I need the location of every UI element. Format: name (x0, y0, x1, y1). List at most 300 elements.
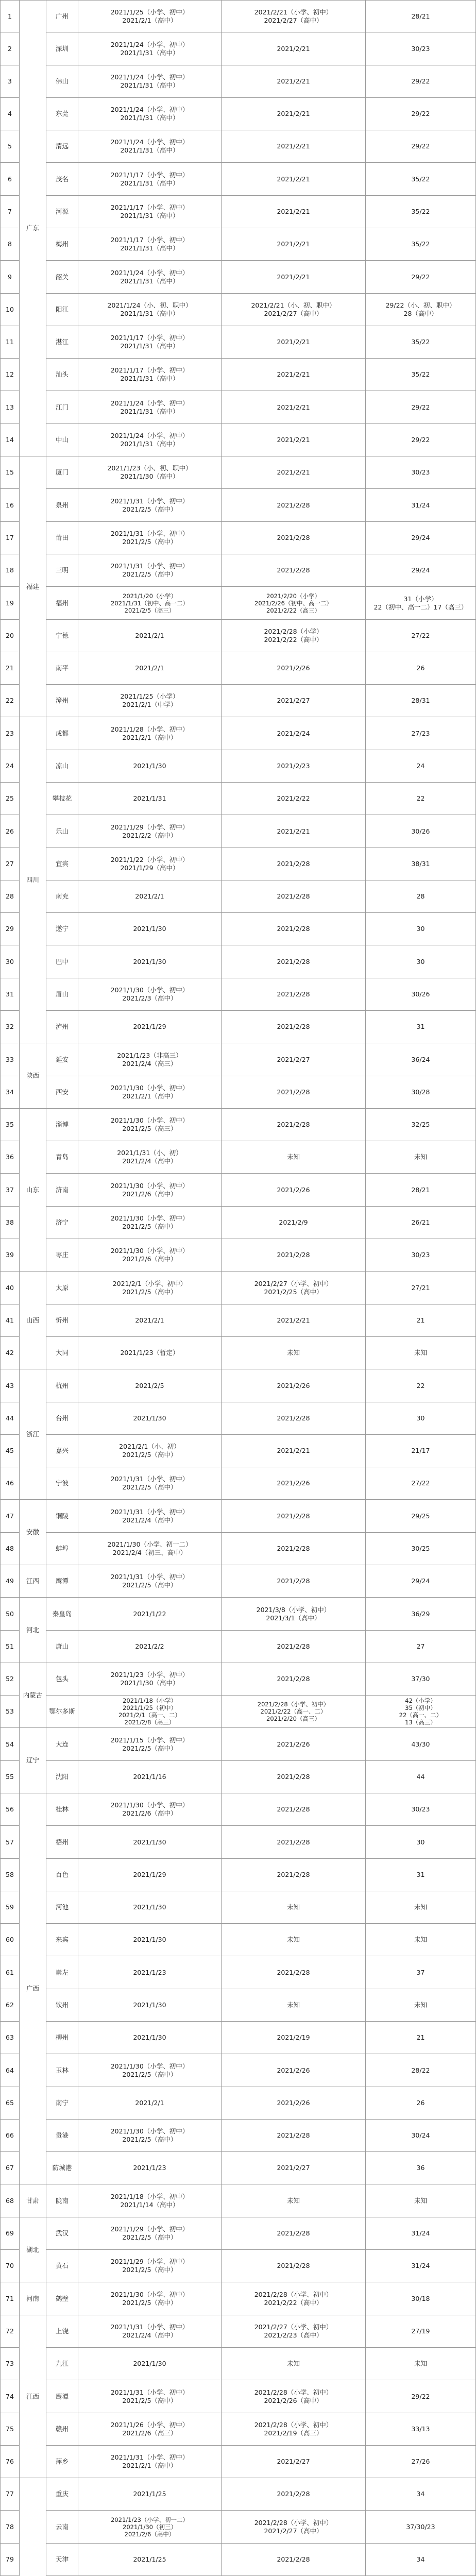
holiday-start-cell: 2021/2/1（小、初） 2021/2/5（高中） (78, 1435, 222, 1467)
holiday-start-cell: 2021/1/29 (78, 1859, 222, 1891)
city-cell: 东莞 (46, 98, 78, 130)
city-cell: 汕头 (46, 359, 78, 391)
city-cell: 淄博 (46, 1109, 78, 1141)
holiday-days-cell: 31 (366, 1011, 476, 1043)
province-cell: 福建 (20, 456, 46, 717)
holiday-start-cell: 2021/1/30（小学、初中） 2021/2/5（高中） (78, 2054, 222, 2087)
province-cell: 广西 (20, 1793, 46, 2184)
school-start-cell: 2021/2/21 (222, 196, 366, 228)
row-number: 32 (0, 1011, 20, 1043)
holiday-start-cell: 2021/1/26（小学、初中） 2021/2/6（高三） (78, 2413, 222, 2446)
row-number: 67 (0, 2152, 20, 2184)
row-number: 51 (0, 1631, 20, 1663)
holiday-start-cell: 2021/1/31（小学、初中） 2021/2/4（高中） (78, 1500, 222, 1533)
holiday-days-cell: 未知 (366, 1891, 476, 1924)
school-start-cell: 未知 (222, 1989, 366, 2022)
school-start-cell: 2021/2/28 (222, 978, 366, 1011)
holiday-days-cell: 33/13 (366, 2413, 476, 2446)
row-number: 43 (0, 1369, 20, 1402)
school-start-cell: 2021/2/26 (222, 652, 366, 685)
school-start-cell: 2021/2/28 (222, 522, 366, 554)
holiday-start-cell: 2021/1/23（暂定） (78, 1337, 222, 1369)
holiday-start-cell: 2021/1/23 (78, 1956, 222, 1989)
holiday-days-cell: 28/21 (366, 1174, 476, 1207)
row-number: 58 (0, 1859, 20, 1891)
city-cell: 厦门 (46, 456, 78, 489)
row-number: 36 (0, 1141, 20, 1174)
holiday-start-cell: 2021/1/25（小学、初中） 2021/2/1（高中） (78, 0, 222, 32)
holiday-start-cell: 2021/1/30 (78, 1924, 222, 1956)
holiday-start-cell: 2021/1/24（小学、初中） 2021/1/31（高中） (78, 98, 222, 130)
holiday-days-cell: 未知 (366, 2348, 476, 2380)
holiday-start-cell: 2021/1/31（小学、初中） 2021/2/1（高中） (78, 2446, 222, 2478)
row-number: 1 (0, 0, 20, 32)
city-cell: 蚌埠 (46, 1533, 78, 1565)
row-number: 53 (0, 1696, 20, 1728)
city-cell: 枣庄 (46, 1239, 78, 1272)
holiday-days-cell: 37/30 (366, 1663, 476, 1696)
holiday-days-cell: 27/22 (366, 1467, 476, 1500)
school-start-cell: 2021/2/22 (222, 783, 366, 815)
school-start-cell: 2021/2/28 (222, 848, 366, 880)
province-cell: 四川 (20, 717, 46, 1043)
holiday-days-cell: 31/24 (366, 2217, 476, 2250)
row-number: 33 (0, 1043, 20, 1076)
school-start-cell: 2021/2/24 (222, 717, 366, 750)
holiday-days-cell: 35/22 (366, 326, 476, 359)
holiday-days-cell: 未知 (366, 1337, 476, 1369)
row-number: 76 (0, 2446, 20, 2478)
holiday-start-cell: 2021/1/31（小学、初中） 2021/2/4（高中） (78, 2315, 222, 2348)
holiday-days-cell: 27/19 (366, 2315, 476, 2348)
city-cell: 中山 (46, 424, 78, 456)
holiday-days-cell: 28/31 (366, 685, 476, 717)
row-number: 54 (0, 1728, 20, 1761)
school-start-cell: 2021/2/28 (222, 1826, 366, 1859)
row-number: 49 (0, 1565, 20, 1598)
holiday-start-cell: 2021/1/30 (78, 1891, 222, 1924)
row-number: 3 (0, 65, 20, 98)
holiday-start-cell: 2021/1/31（小学、初中） 2021/2/5（高中） (78, 522, 222, 554)
city-cell: 忻州 (46, 1304, 78, 1337)
holiday-start-cell: 2021/1/24（小学、初中） 2021/1/31（高中） (78, 261, 222, 294)
row-number: 15 (0, 456, 20, 489)
city-cell: 济宁 (46, 1207, 78, 1239)
row-number: 28 (0, 880, 20, 913)
holiday-days-cell: 未知 (366, 1924, 476, 1956)
row-number: 75 (0, 2413, 20, 2446)
holiday-days-cell: 22 (366, 1369, 476, 1402)
school-start-cell: 2021/2/28 (222, 1793, 366, 1826)
holiday-start-cell: 2021/1/18（小学） 2021/1/25（初中） 2021/2/1（高一、二） 2021/2/8（高三） (78, 1696, 222, 1728)
city-cell: 台州 (46, 1402, 78, 1435)
holiday-days-cell: 28/22 (366, 2054, 476, 2087)
row-number: 62 (0, 1989, 20, 2022)
holiday-days-cell: 21/17 (366, 1435, 476, 1467)
row-number: 41 (0, 1304, 20, 1337)
city-cell: 深圳 (46, 32, 78, 65)
school-start-cell: 2021/2/21 (222, 163, 366, 196)
holiday-days-cell: 35/22 (366, 163, 476, 196)
school-start-cell: 2021/2/26 (222, 1369, 366, 1402)
school-start-cell: 2021/2/28 (222, 1533, 366, 1565)
row-number: 45 (0, 1435, 20, 1467)
school-start-cell: 2021/2/21 (222, 261, 366, 294)
row-number: 69 (0, 2217, 20, 2250)
holiday-days-cell: 43/30 (366, 1728, 476, 1761)
school-start-cell: 2021/2/23 (222, 750, 366, 783)
school-start-cell: 2021/2/28 (222, 1402, 366, 1435)
school-start-cell: 2021/2/28 (222, 1956, 366, 1989)
holiday-start-cell: 2021/1/30（小学、初中） 2021/2/1（高中） (78, 1076, 222, 1109)
province-cell: 安徽 (20, 1500, 46, 1565)
row-number: 59 (0, 1891, 20, 1924)
holiday-days-cell: 28 (366, 880, 476, 913)
province-cell: 山东 (20, 1109, 46, 1272)
row-number: 22 (0, 685, 20, 717)
city-cell: 清远 (46, 130, 78, 163)
row-number: 10 (0, 294, 20, 326)
holiday-days-cell: 32/25 (366, 1109, 476, 1141)
holiday-start-cell: 2021/1/30（小学、初中） 2021/2/6（高中） (78, 1793, 222, 1826)
holiday-start-cell: 2021/2/2 (78, 1631, 222, 1663)
city-cell: 眉山 (46, 978, 78, 1011)
city-cell: 钦州 (46, 1989, 78, 2022)
row-number: 66 (0, 2120, 20, 2152)
city-cell: 上饶 (46, 2315, 78, 2348)
holiday-start-cell: 2021/1/30（小学、初中） 2021/2/5（高中） (78, 2282, 222, 2315)
holiday-days-cell: 30 (366, 1402, 476, 1435)
holiday-days-cell: 35/22 (366, 196, 476, 228)
holiday-days-cell: 29/22 (366, 261, 476, 294)
holiday-days-cell: 30/25 (366, 1533, 476, 1565)
row-number: 38 (0, 1207, 20, 1239)
city-cell: 乐山 (46, 815, 78, 848)
row-number: 46 (0, 1467, 20, 1500)
holiday-days-cell: 30 (366, 945, 476, 978)
city-cell: 天津 (46, 2544, 78, 2576)
row-number: 44 (0, 1402, 20, 1435)
city-cell: 大连 (46, 1728, 78, 1761)
row-number: 77 (0, 2478, 20, 2511)
row-number: 74 (0, 2380, 20, 2413)
holiday-start-cell: 2021/2/1 (78, 1304, 222, 1337)
city-cell: 包头 (46, 1663, 78, 1696)
school-start-cell: 2021/2/21 (222, 32, 366, 65)
holiday-start-cell: 2021/1/30（小学、初中） 2021/2/5（高中） (78, 1207, 222, 1239)
row-number: 7 (0, 196, 20, 228)
school-start-cell: 2021/2/28（小学、初中） 2021/2/26（高中） (222, 2380, 366, 2413)
holiday-days-cell: 29/25 (366, 1500, 476, 1533)
school-start-cell: 2021/2/21 (222, 391, 366, 424)
holiday-start-cell: 2021/1/31（小学、初中） 2021/2/5（高中） (78, 1565, 222, 1598)
row-number: 4 (0, 98, 20, 130)
row-number: 72 (0, 2315, 20, 2348)
school-start-cell: 未知 (222, 2348, 366, 2380)
holiday-start-cell: 2021/1/25（小学） 2021/2/1（中学） (78, 685, 222, 717)
holiday-start-cell: 2021/1/30 (78, 750, 222, 783)
city-cell: 黄石 (46, 2250, 78, 2282)
school-start-cell: 2021/2/28（小学） 2021/2/22（高中） (222, 620, 366, 652)
school-start-cell: 2021/2/26 (222, 1467, 366, 1500)
row-number: 19 (0, 587, 20, 620)
province-cell: 辽宁 (20, 1728, 46, 1793)
city-cell: 延安 (46, 1043, 78, 1076)
school-start-cell: 未知 (222, 1924, 366, 1956)
province-cell: 内蒙古 (20, 1663, 46, 1728)
holiday-days-cell: 22 (366, 783, 476, 815)
school-start-cell: 2021/2/28 (222, 2544, 366, 2576)
row-number: 48 (0, 1533, 20, 1565)
holiday-days-cell: 未知 (366, 2184, 476, 2217)
city-cell: 宁德 (46, 620, 78, 652)
school-start-cell: 2021/2/28 (222, 2217, 366, 2250)
school-start-cell: 未知 (222, 2184, 366, 2217)
holiday-days-cell: 34 (366, 2478, 476, 2511)
holiday-start-cell: 2021/1/20（小学） 2021/1/31（初中、高一二） 2021/2/5（高三） (78, 587, 222, 620)
holiday-days-cell: 30/28 (366, 1076, 476, 1109)
holiday-start-cell: 2021/1/22 (78, 1598, 222, 1631)
school-start-cell: 2021/2/26 (222, 1728, 366, 1761)
holiday-start-cell: 2021/1/30 (78, 2348, 222, 2380)
city-cell: 成都 (46, 717, 78, 750)
holiday-start-cell: 2021/1/23 (78, 2152, 222, 2184)
holiday-start-cell: 2021/1/17（小学、初中） 2021/1/31（高中） (78, 359, 222, 391)
holiday-start-cell: 2021/1/30 (78, 1989, 222, 2022)
row-number: 24 (0, 750, 20, 783)
row-number: 12 (0, 359, 20, 391)
row-number: 31 (0, 978, 20, 1011)
row-number: 52 (0, 1663, 20, 1696)
holiday-days-cell: 27/22 (366, 620, 476, 652)
city-cell: 陇南 (46, 2184, 78, 2217)
row-number: 18 (0, 554, 20, 587)
province-cell: 江西 (20, 2315, 46, 2478)
row-number: 23 (0, 717, 20, 750)
school-start-cell: 2021/2/21 (222, 424, 366, 456)
holiday-start-cell: 2021/1/30 (78, 2022, 222, 2054)
city-cell: 西安 (46, 1076, 78, 1109)
city-cell: 南宁 (46, 2087, 78, 2120)
row-number: 55 (0, 1761, 20, 1793)
school-start-cell: 2021/2/21 (222, 326, 366, 359)
school-start-cell: 2021/2/21 (222, 1435, 366, 1467)
holiday-start-cell: 2021/1/30 (78, 1402, 222, 1435)
holiday-days-cell: 36 (366, 2152, 476, 2184)
row-number: 63 (0, 2022, 20, 2054)
school-start-cell: 2021/2/28 (222, 2250, 366, 2282)
school-start-cell: 2021/2/21 (222, 228, 366, 261)
school-start-cell: 2021/2/28 (222, 2478, 366, 2511)
row-number: 11 (0, 326, 20, 359)
school-start-cell: 2021/2/21 (222, 65, 366, 98)
holiday-days-cell: 29/22 (366, 424, 476, 456)
holiday-start-cell: 2021/1/29（小学、初中） 2021/2/5（高中） (78, 2217, 222, 2250)
holiday-start-cell: 2021/1/30（小学、初中） 2021/2/6（高中） (78, 1174, 222, 1207)
holiday-start-cell: 2021/1/23（小、初、职中） 2021/1/30（高中） (78, 456, 222, 489)
city-cell: 武汉 (46, 2217, 78, 2250)
row-number: 34 (0, 1076, 20, 1109)
school-start-cell: 2021/2/28 (222, 1631, 366, 1663)
city-cell: 鹤壁 (46, 2282, 78, 2315)
holiday-days-cell: 21 (366, 2022, 476, 2054)
row-number: 35 (0, 1109, 20, 1141)
city-cell: 云南 (46, 2511, 78, 2544)
holiday-days-cell: 29/22 (366, 2380, 476, 2413)
row-number: 71 (0, 2282, 20, 2315)
school-start-cell: 2021/2/21 (222, 456, 366, 489)
school-start-cell: 2021/2/28（小学、初中） 2021/2/22（高一、二） 2021/2/20（高三） (222, 1696, 366, 1728)
holiday-days-cell: 30/24 (366, 2120, 476, 2152)
holiday-start-cell: 2021/1/29（小学、初中） 2021/2/2（高中） (78, 815, 222, 848)
holiday-start-cell: 2021/1/17（小学、初中） 2021/1/31（高中） (78, 228, 222, 261)
city-cell: 济南 (46, 1174, 78, 1207)
holiday-days-cell: 37 (366, 1956, 476, 1989)
holiday-start-cell: 2021/2/1 (78, 2087, 222, 2120)
holiday-days-cell: 未知 (366, 1141, 476, 1174)
row-number: 13 (0, 391, 20, 424)
holiday-days-cell: 30/26 (366, 815, 476, 848)
row-number: 9 (0, 261, 20, 294)
holiday-days-cell: 30/23 (366, 1793, 476, 1826)
city-cell: 青岛 (46, 1141, 78, 1174)
holiday-days-cell: 35/22 (366, 228, 476, 261)
city-cell: 漳州 (46, 685, 78, 717)
row-number: 25 (0, 783, 20, 815)
holiday-days-cell: 29/24 (366, 522, 476, 554)
holiday-days-cell: 26 (366, 652, 476, 685)
holiday-days-cell: 30 (366, 913, 476, 945)
holiday-start-cell: 2021/1/29（小学、初中） 2021/2/5（高中） (78, 2250, 222, 2282)
city-cell: 佛山 (46, 65, 78, 98)
city-cell: 三明 (46, 554, 78, 587)
holiday-start-cell: 2021/1/25 (78, 2478, 222, 2511)
holiday-start-cell: 2021/1/25 (78, 2544, 222, 2576)
row-number: 6 (0, 163, 20, 196)
holiday-start-cell: 2021/2/1 (78, 880, 222, 913)
holiday-days-cell: 29/24 (366, 1565, 476, 1598)
holiday-days-cell: 27 (366, 1631, 476, 1663)
city-cell: 凉山 (46, 750, 78, 783)
holiday-days-cell: 29/22 (366, 98, 476, 130)
city-cell: 泉州 (46, 489, 78, 522)
holiday-start-cell: 2021/1/30（小学、初中） 2021/2/5（高三） (78, 1109, 222, 1141)
province-cell: 河南 (20, 2282, 46, 2315)
school-start-cell: 2021/2/27 (222, 1043, 366, 1076)
row-number: 42 (0, 1337, 20, 1369)
holiday-start-cell: 2021/1/31（小学、初中） 2021/2/5（高中） (78, 2380, 222, 2413)
school-start-cell: 2021/2/26 (222, 2087, 366, 2120)
holiday-start-cell: 2021/1/24（小学、初中） 2021/1/31（高中） (78, 130, 222, 163)
holiday-start-cell: 2021/1/15（小学、初中） 2021/2/5（高中） (78, 1728, 222, 1761)
province-cell: 浙江 (20, 1369, 46, 1500)
school-start-cell: 2021/2/26 (222, 1174, 366, 1207)
school-start-cell: 2021/2/28 (222, 1076, 366, 1109)
holiday-days-cell: 30/26 (366, 978, 476, 1011)
holiday-start-cell: 2021/1/30 (78, 913, 222, 945)
holiday-start-cell: 2021/1/24（小学、初中） 2021/1/31（高中） (78, 391, 222, 424)
holiday-days-cell: 27/23 (366, 717, 476, 750)
row-number: 60 (0, 1924, 20, 1956)
holiday-start-cell: 2021/1/23（小学、初一二） 2021/1/30（初三） 2021/2/6（高中） (78, 2511, 222, 2544)
city-cell: 防城港 (46, 2152, 78, 2184)
city-cell: 百色 (46, 1859, 78, 1891)
city-cell: 杭州 (46, 1369, 78, 1402)
holiday-days-cell: 44 (366, 1761, 476, 1793)
province-cell: 陕西 (20, 1043, 46, 1109)
city-cell: 桂林 (46, 1793, 78, 1826)
school-start-cell: 未知 (222, 1891, 366, 1924)
row-number: 64 (0, 2054, 20, 2087)
row-number: 30 (0, 945, 20, 978)
holiday-start-cell: 2021/1/17（小学、初中） 2021/1/31（高中） (78, 163, 222, 196)
row-number: 50 (0, 1598, 20, 1631)
holiday-start-cell: 2021/1/30（小学、初中） 2021/2/6（高中） (78, 1239, 222, 1272)
row-number: 14 (0, 424, 20, 456)
holiday-start-cell: 2021/2/1 (78, 652, 222, 685)
city-cell: 柳州 (46, 2022, 78, 2054)
city-cell: 莆田 (46, 522, 78, 554)
city-cell: 太原 (46, 1272, 78, 1304)
holiday-start-cell: 2021/1/17（小学、初中） 2021/1/31（高中） (78, 326, 222, 359)
row-number: 17 (0, 522, 20, 554)
holiday-start-cell: 2021/2/5 (78, 1369, 222, 1402)
row-number: 26 (0, 815, 20, 848)
row-number: 73 (0, 2348, 20, 2380)
city-cell: 韶关 (46, 261, 78, 294)
city-cell: 玉林 (46, 2054, 78, 2087)
city-cell: 宜宾 (46, 848, 78, 880)
school-start-cell: 2021/2/28 (222, 1859, 366, 1891)
holiday-start-cell: 2021/1/16 (78, 1761, 222, 1793)
holiday-days-cell: 36/29 (366, 1598, 476, 1631)
holiday-start-cell: 2021/1/30 (78, 1826, 222, 1859)
row-number: 78 (0, 2511, 20, 2544)
row-number: 27 (0, 848, 20, 880)
school-start-cell: 2021/2/21（小学、初中） 2021/2/27（高中） (222, 0, 366, 32)
holiday-days-cell: 29/22 (366, 130, 476, 163)
school-start-cell: 2021/2/28 (222, 1761, 366, 1793)
holiday-start-cell: 2021/1/22（小学、初中） 2021/1/29（高中） (78, 848, 222, 880)
city-cell: 沈阳 (46, 1761, 78, 1793)
city-cell: 福州 (46, 587, 78, 620)
school-start-cell: 2021/2/21 (222, 815, 366, 848)
school-start-cell: 未知 (222, 1141, 366, 1174)
school-start-cell: 2021/2/28（小学、初中） 2021/2/22（高中） (222, 2282, 366, 2315)
city-cell: 南平 (46, 652, 78, 685)
city-cell: 宁波 (46, 1467, 78, 1500)
holiday-start-cell: 2021/1/31（小学、初中） 2021/2/5（高中） (78, 489, 222, 522)
row-number: 65 (0, 2087, 20, 2120)
holiday-start-cell: 2021/2/1（小学、初中） 2021/2/5（高中） (78, 1272, 222, 1304)
holiday-start-cell: 2021/1/28（小学、初中） 2021/2/1（高中） (78, 717, 222, 750)
holiday-start-cell: 2021/1/30（小学、初中） 2021/2/3（高中） (78, 978, 222, 1011)
holiday-start-cell: 2021/1/24（小学、初中） 2021/1/31（高中） (78, 32, 222, 65)
row-number: 61 (0, 1956, 20, 1989)
row-number: 21 (0, 652, 20, 685)
city-cell: 南充 (46, 880, 78, 913)
school-start-cell: 2021/2/28 (222, 1500, 366, 1533)
school-start-cell: 2021/2/28 (222, 880, 366, 913)
city-cell: 嘉兴 (46, 1435, 78, 1467)
school-start-cell: 2021/2/27（小学、初中） 2021/2/25（高中） (222, 1272, 366, 1304)
city-cell: 崇左 (46, 1956, 78, 1989)
holiday-days-cell: 28/21 (366, 0, 476, 32)
holiday-days-cell: 30 (366, 1826, 476, 1859)
row-number: 79 (0, 2544, 20, 2576)
school-start-cell: 2021/2/28 (222, 913, 366, 945)
school-start-cell: 2021/2/28 (222, 1109, 366, 1141)
